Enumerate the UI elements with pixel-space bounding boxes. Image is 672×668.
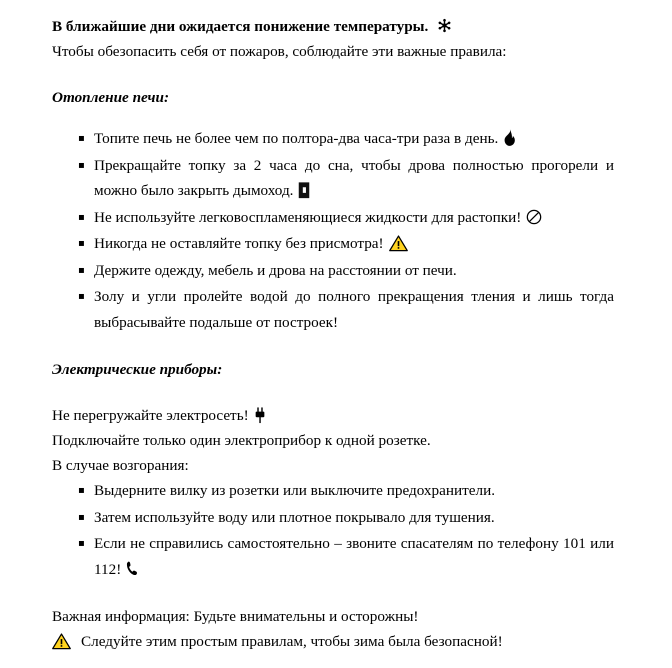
page-subtitle: Чтобы обезопасить себя от пожаров, соблюдайте эти важные правила: [52,43,507,60]
spacer [52,382,614,403]
page-title-text: В ближайшие дни ожидается понижение температуры. [52,18,429,35]
brick-icon [298,182,310,198]
warning-triangle-icon [389,235,408,251]
bullet-marker: ▪ [78,538,85,549]
list-item-text: Никогда не оставляйте топку без присмотра! [94,235,384,252]
bullet-marker: ▪ [78,133,85,144]
list-item [52,284,614,335]
footer-closing-text: Следуйте этим простым правилам, чтобы зима была безопасной! [81,633,503,650]
spacer [52,583,614,604]
list-item [52,231,614,257]
spacer [52,336,614,357]
bullet-marker: ▪ [78,211,85,223]
warning-triangle-icon [52,633,71,650]
footer-closing-line [52,629,614,654]
heating-rules-list [52,126,614,335]
list-item [52,153,614,204]
list-item [52,258,614,284]
footer-important-note: Важная информация: Будьте внимательны и осторожны! [52,608,419,625]
spacer [52,64,614,85]
electrical-line-one-device: Подключайте только один электроприбор к одной розетке. [52,432,431,449]
bullet-marker: ▪ [78,238,85,249]
list-item-text: Топите печь не более чем по полтора-два часа-три раза в день. [94,130,499,147]
bullet-marker: ▪ [78,511,85,523]
bullet-marker: ▪ [78,485,85,496]
electrical-rules-list [52,478,614,582]
list-item [52,126,614,152]
list-item-text: Если не справились самостоятельно – звоните спасателям по телефону 101 или 112! [94,535,614,578]
phone-icon [126,561,138,576]
list-item-text: Держите одежду, мебель и дрова на расстоянии от печи. [94,261,457,279]
section-heating-heading: Отопление печи: [52,89,170,106]
electrical-line-overload [52,403,614,428]
electrical-line-overload-text: Не перегружайте электросеть! [52,407,249,424]
list-item-text: Не используйте легковоспламеняющиеся жидкости для растопки! [94,208,522,226]
section-electrical-heading: Электрические приборы: [52,361,223,378]
list-item-text: Выдерните вилку из розетки или выключите предохранители. [94,482,495,499]
list-item-text: Золу и угли пролейте водой до полного прекращения тления и лишь тогда выбрасывайте подальше от построек! [94,288,614,331]
electrical-line-in-case-of-fire: В случае возгорания: [52,457,189,474]
list-item [52,205,614,231]
list-item-text: Затем используйте воду или плотное покрывало для тушения. [94,508,495,526]
bullet-marker: ▪ [78,291,85,302]
list-item [52,531,614,582]
plug-icon [254,407,266,423]
bullet-marker: ▪ [78,159,85,171]
flame-icon [503,129,516,146]
list-item [52,478,614,504]
spacer [52,110,614,126]
list-item [52,505,614,531]
page-title [52,14,614,39]
snowflake-icon [437,18,452,33]
prohibited-icon [526,209,542,225]
list-item-text: Прекращайте топку за 2 часа до сна, чтобы дрова полностью прогорели и можно было закрыть дымоход. [94,156,614,199]
bullet-marker: ▪ [78,264,85,276]
